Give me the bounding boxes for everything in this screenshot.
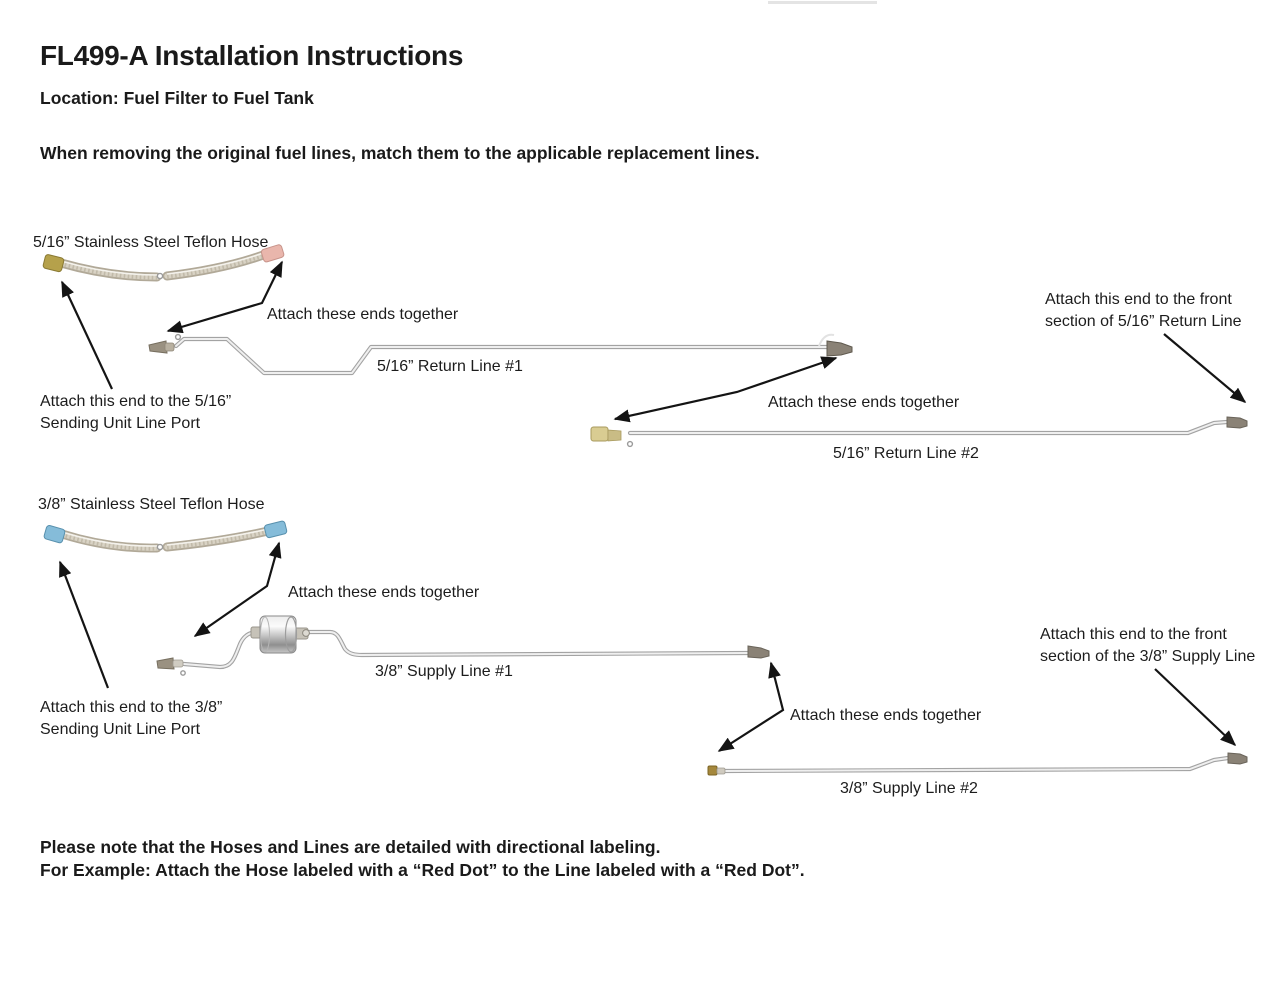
arrow-38-front-section (1155, 669, 1235, 745)
hose-516-label: 5/16” Stainless Steel Teflon Hose (33, 234, 269, 251)
return-line-1-left-fitting (149, 341, 167, 353)
supply-line-2-left-fitting (708, 766, 717, 775)
supply-line-2 (708, 753, 1247, 775)
hose-3-8-right-fitting-blue (264, 521, 288, 539)
arrow-attach-ends-38-line1-to-line2 (719, 663, 783, 751)
supply-line-1-label: 3/8” Supply Line #1 (375, 663, 513, 680)
footer-note-line1: Please note that the Hoses and Lines are detailed with directional labeling. (40, 837, 661, 857)
return-line-1-left-nut (165, 343, 174, 351)
return-line-2-left-fitting (591, 427, 608, 441)
attach-sending-516-line2: Sending Unit Line Port (40, 415, 201, 432)
arrow-hose38-to-sending-port (60, 562, 108, 688)
hose-3-8-collar (157, 544, 162, 549)
arrow-hose516-to-sending-port (62, 282, 112, 389)
hose-5-16-collar (157, 273, 162, 278)
hose-38-label: 3/8” Stainless Steel Teflon Hose (38, 496, 265, 513)
location-line: Location: Fuel Filter to Fuel Tank (40, 88, 314, 108)
return-line-2-ring (628, 442, 633, 447)
attach-front-38-line1: Attach this end to the front (1040, 626, 1227, 643)
attach-front-38-line2: section of the 3/8” Supply Line (1040, 648, 1256, 665)
intro-line: When removing the original fuel lines, match them to the applicable replacement lines. (40, 143, 760, 163)
attach-sending-516-line1: Attach this end to the 5/16” (40, 393, 232, 410)
supply-line-1-ring (181, 671, 185, 675)
attach-front-38-label (1040, 624, 1255, 668)
attach-sending-516-label (40, 391, 231, 435)
fuel-filter (251, 616, 309, 653)
return-line-1-label: 5/16” Return Line #1 (377, 358, 523, 375)
fuel-filter-right-ring (303, 630, 310, 637)
attach-sending-38-line2: Sending Unit Line Port (40, 721, 201, 738)
attach-sending-38-line1: Attach this end to the 3/8” (40, 699, 223, 716)
footer-note-line2: For Example: Attach the Hose labeled with a “Red Dot” to the Line labeled with a “Red Dot”. (40, 860, 805, 880)
return-line-2-right-fitting (1227, 417, 1247, 428)
page-title: FL499-A Installation Instructions (40, 40, 464, 71)
attach-front-516-line2: section of 5/16” Return Line (1045, 313, 1242, 330)
return-line-2 (591, 417, 1247, 446)
supply-line-2-label: 3/8” Supply Line #2 (840, 780, 978, 797)
attach-front-516-line1: Attach this end to the front (1045, 291, 1232, 308)
return-line-2-label: 5/16” Return Line #2 (833, 445, 979, 462)
supply-line-2-right-fitting (1228, 753, 1247, 764)
supply-line-2-left-stub (717, 768, 725, 774)
hose-5-16-left-fitting-brass (43, 254, 65, 272)
attach-ends-label-516-lines: Attach these ends together (768, 394, 960, 411)
hose-3-8-stainless (43, 521, 287, 550)
supply-line-1-left-fitting (157, 658, 174, 669)
attach-ends-label-38-lines: Attach these ends together (790, 707, 982, 724)
hose-3-8-left-fitting-blue (43, 525, 65, 544)
fuel-filter-body (260, 616, 296, 653)
attach-ends-label-38-hose: Attach these ends together (288, 584, 480, 601)
attach-front-516-label (1045, 289, 1242, 333)
supply-line-1-left-stub (173, 660, 183, 667)
arrow-516-front-section (1164, 334, 1245, 402)
return-line-2-left-cone (608, 430, 621, 441)
return-line-1-right-fitting (827, 341, 852, 356)
attach-ends-label-516-hose: Attach these ends together (267, 306, 459, 323)
return-line-1-ring (176, 335, 181, 340)
attach-sending-38-label (40, 697, 222, 741)
supply-line-1-right-fitting (748, 646, 769, 658)
